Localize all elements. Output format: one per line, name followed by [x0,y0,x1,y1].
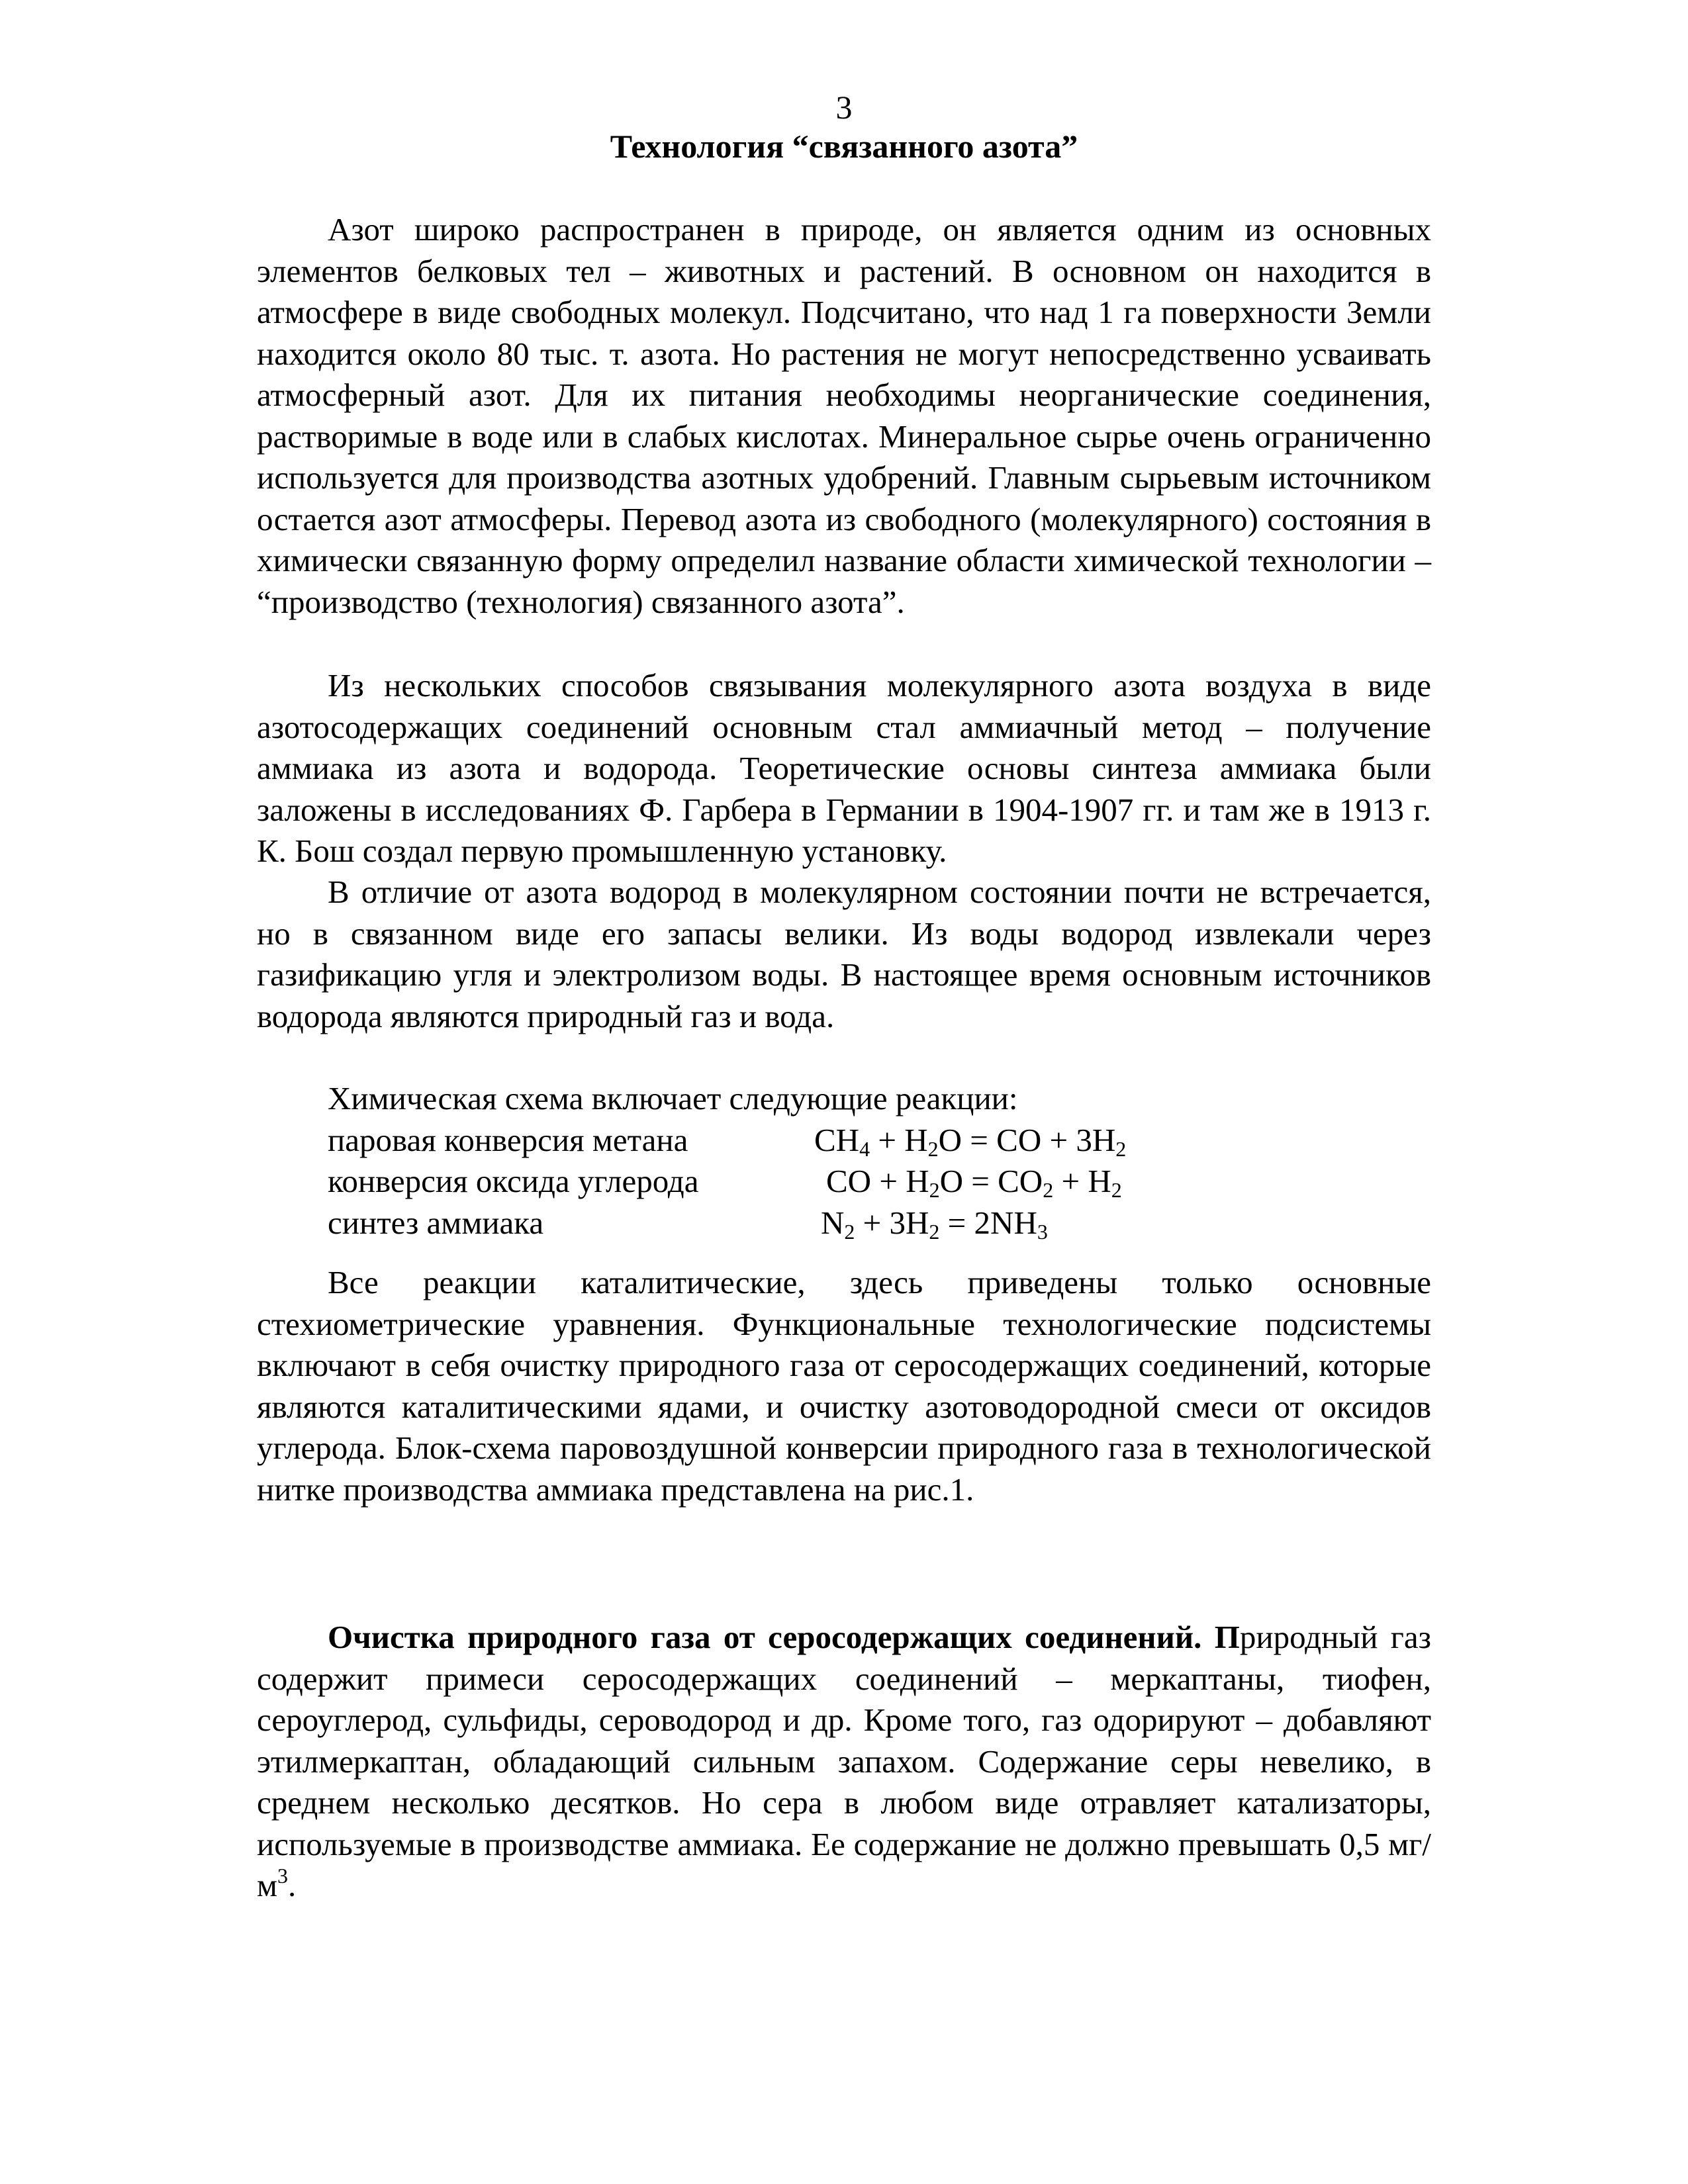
reaction-intro-text: Химическая схема включает следующие реакции: [328,1080,1018,1116]
reaction-name: паровая конверсия метана [328,1121,688,1158]
reaction-row [328,1161,1453,1203]
reaction-name: конверсия оксида углерода [328,1163,699,1199]
paragraph-ammonia-method: Из нескольких способов связывания молекулярного азота воздуха в виде азотосодержащих соединений основным стал аммиачный метод – получение аммиака из азота и водорода. Теоретические основы синтеза аммиака были заложены в исследованиях Ф. Гарбера в Германии в 1904-1907 гг. и там же в 1913 г. К. Бош создал первую промышленную установку. [257,667,1431,869]
page-title: Технология “связанного азота” [610,128,1078,165]
reaction-scheme [328,1078,1453,1244]
paragraph-end: . [288,1867,297,1903]
page-number: 3 [835,89,853,126]
reaction-equation: CO + $H_2O = CO_2 + H_2$ [826,1163,1122,1202]
reaction-equation: $CH_4 + H_2O$ = CO + $3H_2$ [814,1121,1127,1161]
section-heading: Очистка природного газа от серосодержащих соединений. П [328,1619,1240,1655]
unit-superscript: 3 [277,1864,289,1888]
paragraph-catalytic-reactions: Все реакции каталитические, здесь приведены только основные стехиометрические уравнения. Функциональные технологические подсистемы включают в себя очистку природного газа от серосодержащих соединений, которые являются каталитическими ядами, и очистку азотоводородной смеси от оксидов углерода. Блок-схема паровоздушной конверсии природного газа в технологической нитке производства аммиака представлена на рис.1. [257,1264,1431,1508]
reaction-row [328,1203,1453,1244]
paragraph-text: риродный газ содержит примеси серосодержащих соединений – меркаптаны, тиофен, сероуглерод, сульфиды, сероводород и др. Кроме того, газ одорируют – добавляют этилмеркаптан, обладающий сильным запахом. Содержание серы невелико, в среднем несколько десятков. Но сера в любом виде отравляет катализаторы, используемые в производстве аммиака. Ее содержание не должно превышать 0,5 мг/м [257,1619,1431,1903]
reaction-row [328,1120,1453,1161]
paragraph-hydrogen-sources: В отличие от азота водород в молекулярном состоянии почти не встречается, но в связанном виде его запасы велики. Из воды водород извлекали через газификацию угля и электролизом воды. В настоящее время основным источников водорода являются природный газ и вода. [257,874,1431,1034]
paragraph-nitrogen-intro: Азот широко распространен в природе, он является одним из основных элементов белковых тел – животных и растений. В основном он находится в атмосфере в виде свободных молекул. Подсчитано, что над 1 га поверхности Земли находится около 80 тыс. т. азота. Но растения не могут непосредственно усваивать атмосферный азот. Для их питания необходимы неорганические соединения, растворимые в воде или в слабых кислотах. Минеральное сырье очень ограниченно используется для производства азотных удобрений. Главным сырьевым источником остается азот атмосферы. Перевод азота из свободного (молекулярного) состояния в химически связанную форму определил название области химической технологии – “производство (технология) связанного азота”. [257,211,1431,620]
reaction-scheme-intro [328,1078,1453,1120]
paragraph-gas-purification [257,1617,1431,1907]
reaction-equation: $N_2 + 3H_2 = 2NH_3$ [821,1204,1048,1244]
reaction-name: синтез аммиака [328,1204,544,1241]
